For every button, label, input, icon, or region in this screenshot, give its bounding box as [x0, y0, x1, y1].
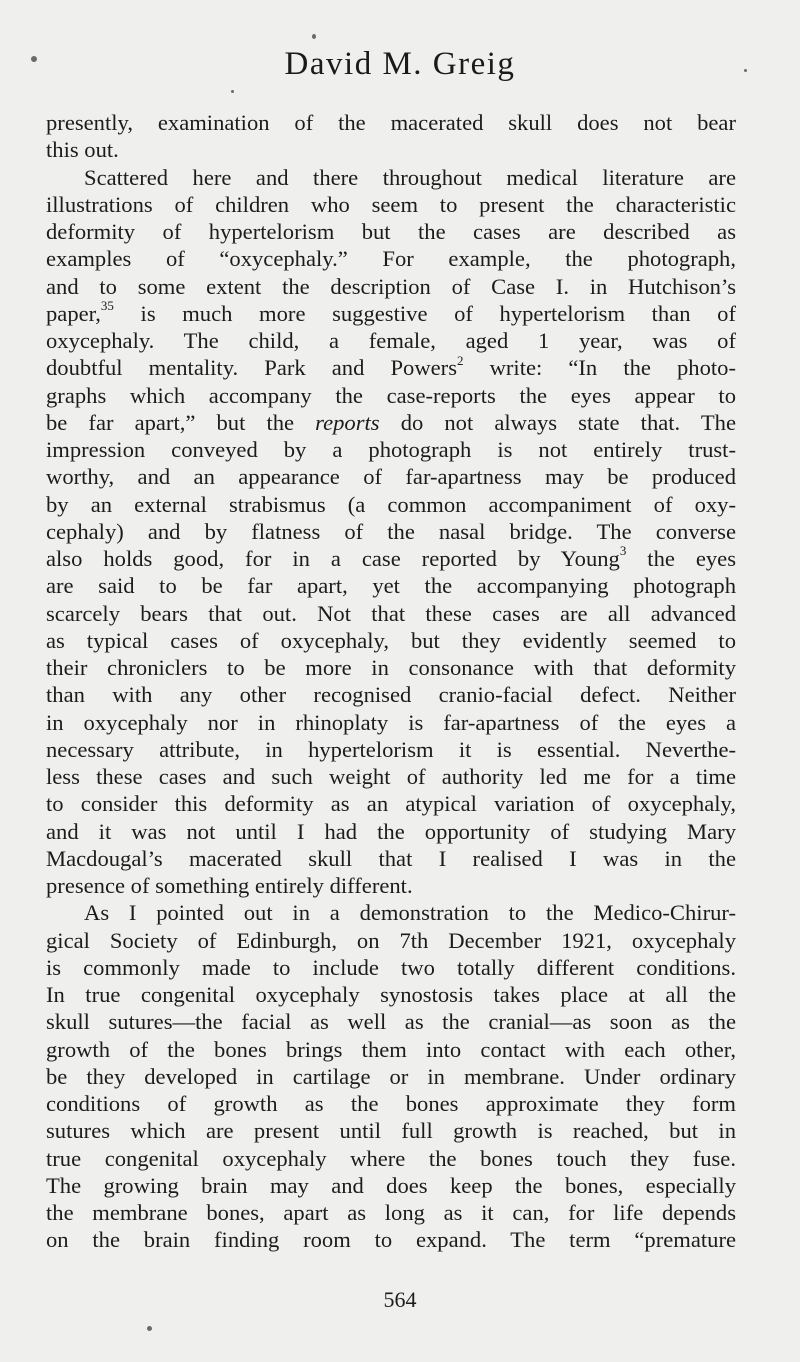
running-header: David M. Greig: [284, 46, 516, 82]
text-line: by an external strabismus (a common accompaniment of oxy-: [46, 491, 736, 517]
text-run: be far apart,” but the: [46, 409, 316, 435]
text-line: than with any other recognised cranio-facial defect. Neither: [46, 682, 736, 708]
text-line: and it was not until I had the opportunity of studying Mary: [46, 818, 736, 844]
text-line: the membrane bones, apart as long as it can, for life depends: [46, 1200, 736, 1225]
paper-speck: [744, 69, 747, 72]
text-line: are said to be far apart, yet the accompanying photograph: [46, 573, 736, 599]
text-line: deformity of hypertelorism but the cases are described as: [46, 219, 736, 244]
italic-run: reports: [315, 409, 380, 435]
text-line: [46, 354, 736, 381]
page-number: 564: [383, 1287, 417, 1312]
text-line: on the brain finding room to expand. The term “premature: [46, 1227, 736, 1253]
text-line: cephaly) and by flatness of the nasal bridge. The converse: [46, 518, 736, 544]
paper-speck: [147, 1326, 152, 1331]
footnote-ref[interactable]: 2: [457, 352, 464, 368]
text-line: As I pointed out in a demonstration to the Medico-Chirur-: [84, 900, 736, 926]
text-run: doubtful mentality. Park and Powers: [46, 355, 457, 381]
text-line: [46, 545, 736, 572]
text-line: The growing brain may and does keep the bones, especially: [46, 1172, 736, 1198]
text-line: sutures which are present until full growth is reached, but in: [46, 1118, 736, 1144]
text-line: this out.: [46, 137, 119, 163]
text-run: do not always state that. The: [379, 409, 736, 435]
text-line: impression conveyed by a photograph is not entirely trust-: [46, 437, 736, 462]
text-line: as typical cases of oxycephaly, but they evidently seemed to: [46, 627, 736, 653]
text-line: [46, 409, 736, 436]
text-line: illustrations of children who seem to present the characteristic: [46, 191, 736, 217]
paper-speck: [312, 34, 316, 39]
text-run: is much more suggestive of hypertelorism than of: [113, 300, 736, 326]
text-line: graphs which accompany the case-reports the eyes appear to: [46, 382, 736, 408]
text-line: Scattered here and there throughout medical literature are: [84, 164, 736, 190]
text-line: and to some extent the description of Case I. in Hutchison’s: [46, 273, 736, 299]
text-line: presently, examination of the macerated skull does not bear: [46, 110, 736, 135]
text-line: Macdougal’s macerated skull that I realised I was in the: [46, 845, 736, 871]
text-line: is commonly made to include two totally different conditions.: [46, 954, 736, 980]
text-run: write: “In the photo-: [463, 355, 736, 381]
text-line: worthy, and an appearance of far-apartness may be produced: [46, 464, 736, 490]
text-line: in oxycephaly nor in rhinoplaty is far-apartness of the eyes a: [46, 709, 736, 735]
paper-speck: [231, 90, 234, 93]
text-run: paper,: [46, 300, 101, 326]
text-run: also holds good, for in a case reported by Young: [46, 546, 620, 571]
text-line: skull sutures—the facial as well as the cranial—as soon as the: [46, 1009, 736, 1035]
paper-speck: [31, 56, 37, 62]
footnote-ref[interactable]: 3: [619, 543, 627, 559]
text-line: oxycephaly. The child, a female, aged 1 year, was of: [46, 328, 736, 353]
text-line: true congenital oxycephaly where the bones touch they fuse.: [46, 1145, 736, 1171]
text-line: scarcely bears that out. Not that these cases are all advanced: [46, 600, 736, 626]
text-line: [46, 300, 736, 327]
footnote-ref[interactable]: 35: [100, 298, 114, 314]
text-line: their chroniclers to be more in consonance with that deformity: [46, 655, 736, 680]
text-line: to consider this deformity as an atypical variation of oxycephaly,: [46, 791, 736, 817]
text-line: less these cases and such weight of authority led me for a time: [46, 764, 736, 789]
text-line: gical Society of Edinburgh, on 7th December 1921, oxycephaly: [46, 927, 736, 953]
text-line: be they developed in cartilage or in membrane. Under ordinary: [46, 1063, 736, 1089]
text-line: growth of the bones brings them into contact with each other,: [46, 1036, 736, 1062]
text-line: presence of something entirely different.: [46, 873, 413, 898]
text-line: conditions of growth as the bones approximate they form: [46, 1091, 736, 1116]
text-line: In true congenital oxycephaly synostosis takes place at all the: [46, 982, 736, 1007]
text-line: examples of “oxycephaly.” For example, the photograph,: [46, 246, 736, 272]
text-run: the eyes: [626, 546, 736, 571]
body-text: [46, 109, 736, 1254]
text-line: necessary attribute, in hypertelorism it is essential. Neverthe-: [46, 736, 736, 762]
